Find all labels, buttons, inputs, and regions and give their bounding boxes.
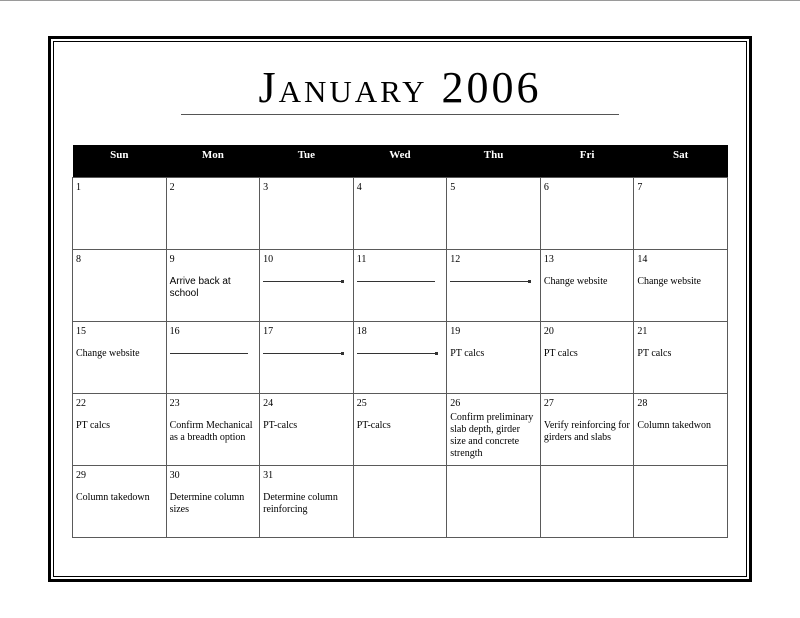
day-number: 5 (450, 181, 456, 193)
day-number: 3 (263, 181, 269, 193)
event-text: PT calcs (76, 419, 110, 431)
day-number: 17 (263, 325, 274, 337)
event-text: PT calcs (450, 347, 485, 359)
empty-day-cell (634, 465, 728, 537)
day-number: 1 (76, 181, 81, 193)
week-row (73, 249, 728, 321)
event-text: Confirm Mechanical as a breadth option (169, 419, 253, 443)
day-cell[interactable] (540, 249, 634, 321)
day-number: 28 (637, 397, 648, 409)
weekday-header-thu: Thu (447, 145, 541, 177)
day-number: 4 (356, 181, 362, 193)
day-cell[interactable] (166, 465, 260, 537)
day-number: 31 (263, 469, 274, 481)
calendar-grid (72, 145, 728, 538)
event-text: Determine column sizes (169, 491, 245, 515)
day-number: 16 (169, 325, 180, 337)
day-number: 6 (543, 181, 549, 193)
day-cell[interactable] (260, 249, 354, 321)
week-row (73, 393, 728, 465)
event-text: Column takedown (76, 491, 150, 503)
day-cell[interactable] (634, 321, 728, 393)
weekday-header-fri: Fri (540, 145, 634, 177)
day-number: 11 (356, 253, 367, 265)
day-cell[interactable] (73, 465, 167, 537)
day-cell[interactable] (166, 249, 260, 321)
day-number: 18 (356, 325, 367, 337)
day-number: 14 (637, 253, 648, 265)
title-underline (181, 114, 619, 115)
day-cell[interactable] (260, 177, 354, 249)
continuation-line (170, 353, 248, 354)
top-divider (0, 0, 800, 1)
day-cell[interactable] (634, 177, 728, 249)
day-cell[interactable] (634, 393, 728, 465)
day-number: 22 (76, 397, 86, 409)
day-cell[interactable] (353, 393, 447, 465)
event-text: Determine column reinforcing (263, 491, 338, 515)
day-number: 8 (76, 253, 81, 265)
day-number: 2 (169, 181, 175, 193)
day-cell[interactable] (447, 393, 541, 465)
day-cell[interactable] (73, 249, 167, 321)
weekday-header-row (73, 145, 728, 177)
empty-day-cell (447, 465, 541, 537)
continuation-line (357, 281, 435, 282)
week-row (73, 177, 728, 249)
day-number: 21 (637, 325, 648, 337)
empty-day-cell (353, 465, 447, 537)
day-number: 10 (263, 253, 274, 265)
day-cell[interactable] (73, 393, 167, 465)
day-cell[interactable] (447, 321, 541, 393)
day-cell[interactable] (166, 321, 260, 393)
day-cell[interactable] (73, 177, 167, 249)
event-text: PT calcs (543, 347, 578, 359)
event-text: PT calcs (637, 347, 672, 359)
day-cell[interactable] (166, 177, 260, 249)
day-cell[interactable] (260, 465, 354, 537)
day-cell[interactable] (540, 177, 634, 249)
day-number: 9 (169, 253, 175, 265)
day-cell[interactable] (353, 177, 447, 249)
weekday-header-sat: Sat (634, 145, 728, 177)
week-row (73, 465, 728, 537)
weekday-header-tue: Tue (260, 145, 354, 177)
day-number: 26 (450, 397, 461, 409)
week-row (73, 321, 728, 393)
day-number: 15 (76, 325, 86, 337)
continuation-arrow (450, 281, 528, 282)
day-number: 25 (356, 397, 367, 409)
day-number: 29 (76, 469, 86, 481)
day-cell[interactable] (353, 321, 447, 393)
event-text: Column takedwon (637, 419, 711, 431)
day-cell[interactable] (540, 393, 634, 465)
day-number: 20 (543, 325, 554, 337)
day-cell[interactable] (447, 249, 541, 321)
day-number: 13 (543, 253, 554, 265)
event-text: Confirm preliminary slab depth, girder size and concrete strength (450, 411, 534, 459)
day-cell[interactable] (353, 249, 447, 321)
day-number: 24 (263, 397, 274, 409)
day-number: 19 (450, 325, 461, 337)
weekday-header-mon: Mon (166, 145, 260, 177)
empty-day-cell (540, 465, 634, 537)
calendar-title: January 2006 (258, 63, 542, 112)
day-number: 30 (169, 469, 180, 481)
event-text: PT-calcs (356, 419, 391, 431)
day-number: 7 (637, 181, 643, 193)
day-number: 23 (169, 397, 180, 409)
day-cell[interactable] (540, 321, 634, 393)
day-cell[interactable] (260, 321, 354, 393)
day-number: 27 (543, 397, 554, 409)
event-text: PT-calcs (263, 419, 298, 431)
day-cell[interactable] (634, 249, 728, 321)
weekday-header-wed: Wed (353, 145, 447, 177)
continuation-arrow (357, 353, 435, 354)
day-cell[interactable] (447, 177, 541, 249)
event-text: Change website (637, 275, 701, 287)
event-text: Arrive back at school (169, 275, 231, 299)
event-text: Verify reinforcing for girders and slabs (543, 419, 630, 443)
event-text: Change website (76, 347, 140, 359)
day-cell[interactable] (73, 321, 167, 393)
day-cell[interactable] (166, 393, 260, 465)
event-text: Change website (543, 275, 608, 287)
day-cell[interactable] (260, 393, 354, 465)
continuation-arrow (263, 281, 341, 282)
weekday-header-sun: Sun (73, 145, 167, 177)
continuation-arrow (263, 353, 341, 354)
day-number: 12 (450, 253, 461, 265)
